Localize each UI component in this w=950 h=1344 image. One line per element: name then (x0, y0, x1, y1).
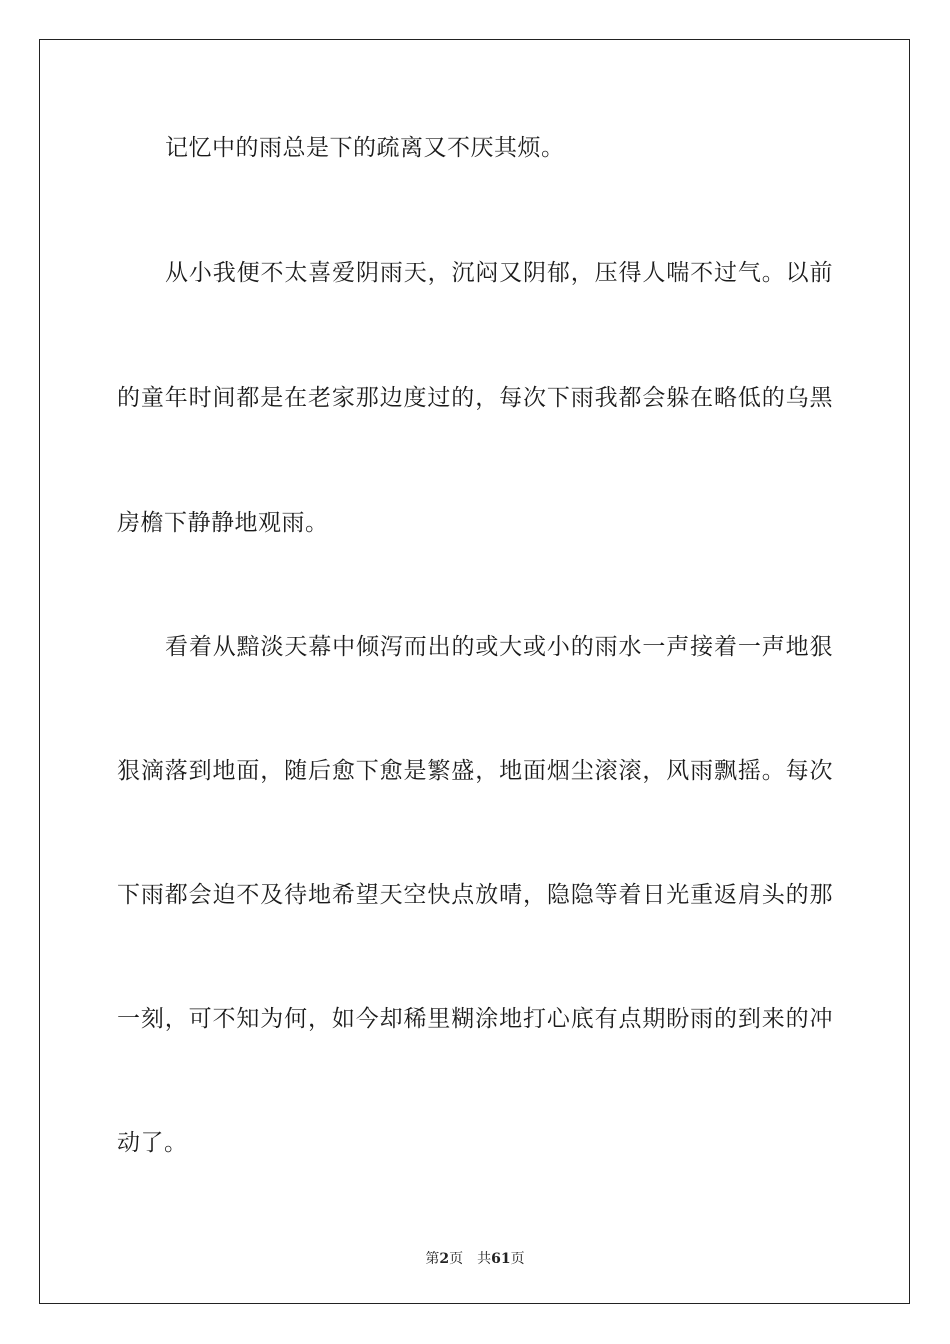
paragraph-3-line-4: 一刻，可不知为何，如今却稀里糊涂地打心底有点期盼雨的到来的冲 (117, 1006, 833, 1032)
paragraph-3-line-5: 动了。 (117, 1130, 188, 1156)
total-suffix: 页 (510, 1251, 525, 1267)
page-prefix: 第 (425, 1251, 440, 1267)
paragraph-2-line-1: 从小我便不太喜爱阴雨天，沉闷又阴郁，压得人喘不过气。以前 (165, 260, 833, 286)
page-footer (0, 1248, 950, 1268)
total-pages: 61 (491, 1251, 511, 1267)
paragraph-3-line-2: 狠滴落到地面，随后愈下愈是繁盛，地面烟尘滚滚，风雨飘摇。每次 (117, 758, 833, 784)
paragraph-3-line-3: 下雨都会迫不及待地希望天空快点放晴，隐隐等着日光重返肩头的那 (117, 882, 833, 908)
paragraph-3-line-1: 看着从黯淡天幕中倾泻而出的或大或小的雨水一声接着一声地狠 (165, 634, 833, 660)
paragraph-2-line-3: 房檐下静静地观雨。 (117, 510, 329, 536)
paragraph-1-line-1: 记忆中的雨总是下的疏离又不厌其烦。 (165, 135, 565, 161)
page-border (39, 39, 910, 1304)
paragraph-2-line-2: 的童年时间都是在老家那边度过的，每次下雨我都会躲在略低的乌黑 (117, 385, 833, 411)
page-suffix: 页 (449, 1251, 464, 1267)
total-prefix: 共 (477, 1251, 492, 1267)
page-number: 2 (439, 1251, 450, 1267)
